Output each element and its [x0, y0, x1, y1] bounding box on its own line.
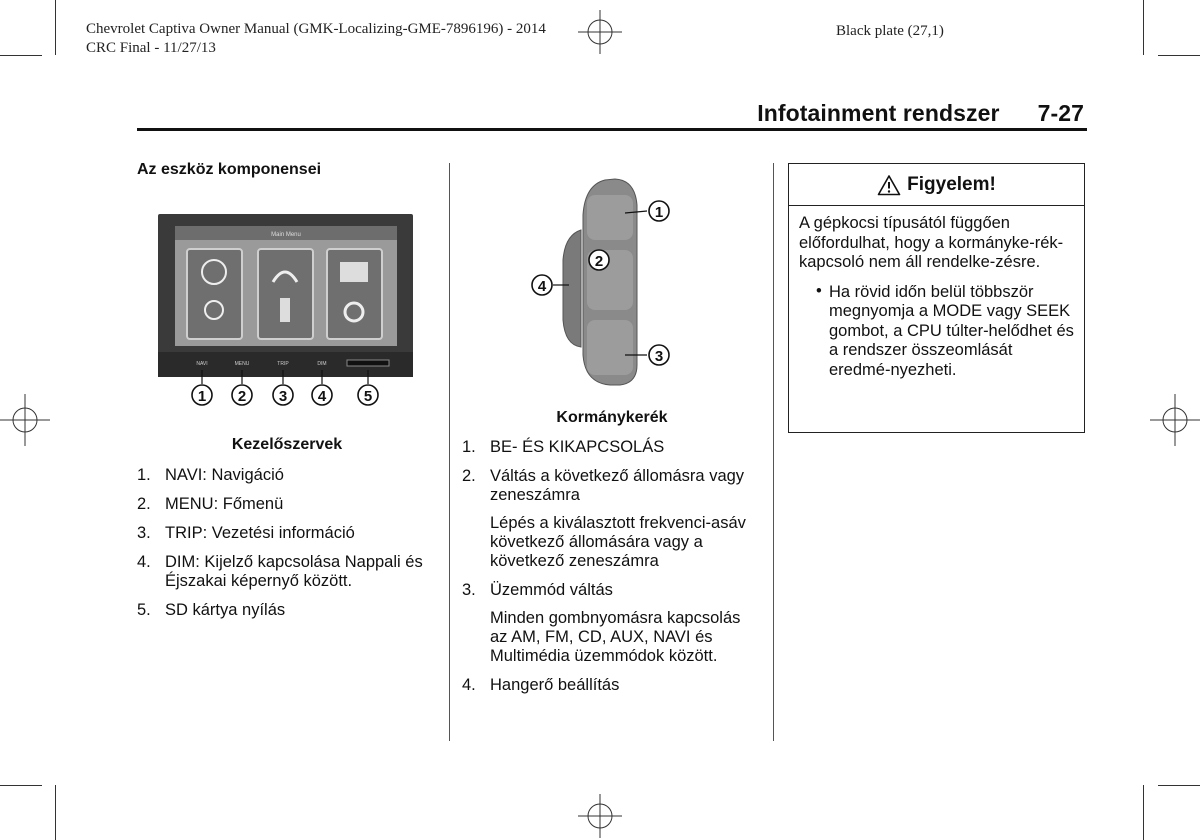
- list-item: 4. Hangerő beállítás: [462, 676, 620, 694]
- crop-mark: [0, 55, 42, 56]
- list-item: 5. SD kártya nyílás: [137, 601, 286, 619]
- panel-button-label: MENU: [234, 361, 250, 367]
- panel-button-label: DIM: [317, 361, 327, 367]
- steering-switch-figure: [525, 175, 680, 395]
- page-number: 7-27: [1037, 100, 1084, 126]
- bullet-mark: •: [816, 281, 822, 300]
- callout-number: 1: [197, 388, 207, 405]
- panel-button-label: TRIP: [277, 361, 289, 367]
- registration-mark-icon: [574, 10, 626, 54]
- callout-number: 2: [594, 253, 604, 270]
- warning-triangle-icon: [877, 174, 901, 196]
- callout-number: 5: [363, 388, 373, 405]
- callout-number: 3: [278, 388, 288, 405]
- callout-number: 4: [537, 278, 547, 295]
- crop-mark: [1143, 785, 1144, 840]
- crop-mark: [1158, 785, 1200, 786]
- list-item-detail: Lépés a kiválasztott frekvenci-asáv következő állomására vagy a következő zeneszámra: [490, 514, 746, 570]
- crop-mark: [55, 785, 56, 840]
- list-item: 2. Váltás a következő állomásra vagy zeneszámra Lépés a kiválasztott frekvenci-asáv következő állomására vagy a következő zeneszámra: [462, 467, 762, 571]
- control-panel-figure: [155, 212, 417, 410]
- list-item: 2. MENU: Főmenü: [137, 495, 284, 513]
- callout-number: 1: [654, 204, 664, 221]
- switch-list: [462, 438, 762, 705]
- list-item: 3. TRIP: Vezetési információ: [137, 524, 355, 542]
- crop-mark: [55, 0, 56, 55]
- callout-number: 2: [237, 388, 247, 405]
- warning-title: Figyelem!: [907, 173, 996, 195]
- callout-number: 4: [317, 388, 327, 405]
- crop-mark: [1158, 55, 1200, 56]
- list-item-detail: Minden gombnyomásra kapcsolás az AM, FM, CD, AUX, NAVI és Multimédia üzemmódok között.: [490, 609, 741, 665]
- title-rule: [137, 128, 1087, 131]
- warning-text: A gépkocsi típusától függően előfordulhat, hogy a kormányke-rék-kapcsoló nem áll rendelke-zésre.: [799, 214, 1064, 271]
- print-header-title: Chevrolet Captiva Owner Manual (GMK-Localizing-GME-7896196) - 2014: [86, 21, 546, 37]
- figure-caption: Kezelőszervek: [231, 436, 343, 453]
- registration-mark-icon: [574, 794, 626, 838]
- screen-title: Main Menu: [271, 232, 301, 238]
- registration-mark-icon: [0, 394, 50, 446]
- column-divider: [449, 163, 450, 741]
- print-header: [86, 20, 546, 58]
- warning-box: [788, 163, 1085, 433]
- section-heading: Az eszköz komponensei: [137, 161, 322, 178]
- panel-button-label: NAVI: [196, 361, 208, 367]
- print-header-date: CRC Final - 11/27/13: [86, 40, 216, 56]
- column-divider: [773, 163, 774, 741]
- list-item: 1. BE- ÉS KIKAPCSOLÁS: [462, 438, 665, 456]
- list-item: 1. NAVI: Navigáció: [137, 466, 284, 484]
- callout-number: 3: [654, 348, 664, 365]
- crop-mark: [1143, 0, 1144, 55]
- control-list: [137, 466, 437, 630]
- figure-caption: Kormánykerék: [556, 409, 668, 426]
- warning-bullet-text: Ha rövid időn belül többször megnyomja a MODE vagy SEEK gombot, a CPU túlter-helődhet és a rendszer összeomlását eredmé-nyezheti.: [829, 282, 1074, 379]
- section-title: Infotainment rendszer: [757, 100, 1000, 126]
- crop-mark: [0, 785, 42, 786]
- warning-bullet: [799, 283, 1074, 381]
- list-item: 3. Üzemmód váltás Minden gombnyomásra kapcsolás az AM, FM, CD, AUX, NAVI és Multimédia üzemmódok között.: [462, 581, 762, 666]
- plate-label: Black plate (27,1): [836, 23, 944, 39]
- list-item: 4. DIM: Kijelző kapcsolása Nappali és Éjszakai képernyő között.: [137, 553, 423, 590]
- registration-mark-icon: [1150, 394, 1200, 446]
- page-title: [757, 100, 1084, 127]
- warning-header: [789, 164, 1084, 206]
